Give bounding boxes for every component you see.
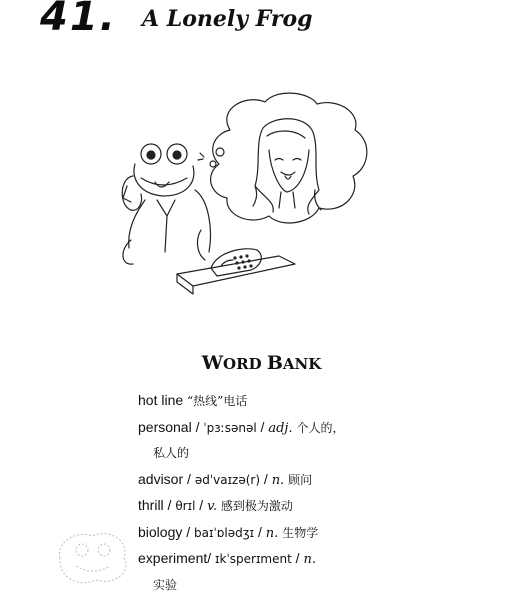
desk-phone-icon xyxy=(177,230,295,294)
thought-bubble-icon xyxy=(198,93,367,223)
girl-face-icon xyxy=(253,119,321,214)
word-entry-thrill: thrill / θrɪl / v. 感到极为激动 xyxy=(138,497,293,514)
word-entry-personal: personal / ˈpɜːsənəl / adj. 个人的， 私人的 xyxy=(138,418,345,460)
lesson-title: A Lonely Frog xyxy=(142,6,313,32)
lesson-number: 41. xyxy=(40,0,117,40)
word-entry-biology: biology / baɪˈɒlədʒɪ / n. 生物学 xyxy=(138,523,319,541)
word-entry-experiment: experiment/ ɪkˈsperɪment / n. 实验 xyxy=(138,550,316,592)
word-entry-advisor: advisor / ədˈvaɪzə(r) / n. 顾问 xyxy=(138,470,313,488)
frog-on-phone-illustration xyxy=(105,90,395,305)
faded-stamp-icon xyxy=(52,528,134,588)
word-entry-hot-line: hot line “热线”电话 xyxy=(138,392,248,408)
word-bank-list xyxy=(138,388,428,598)
word-bank-heading: WORD BANK xyxy=(201,352,322,374)
